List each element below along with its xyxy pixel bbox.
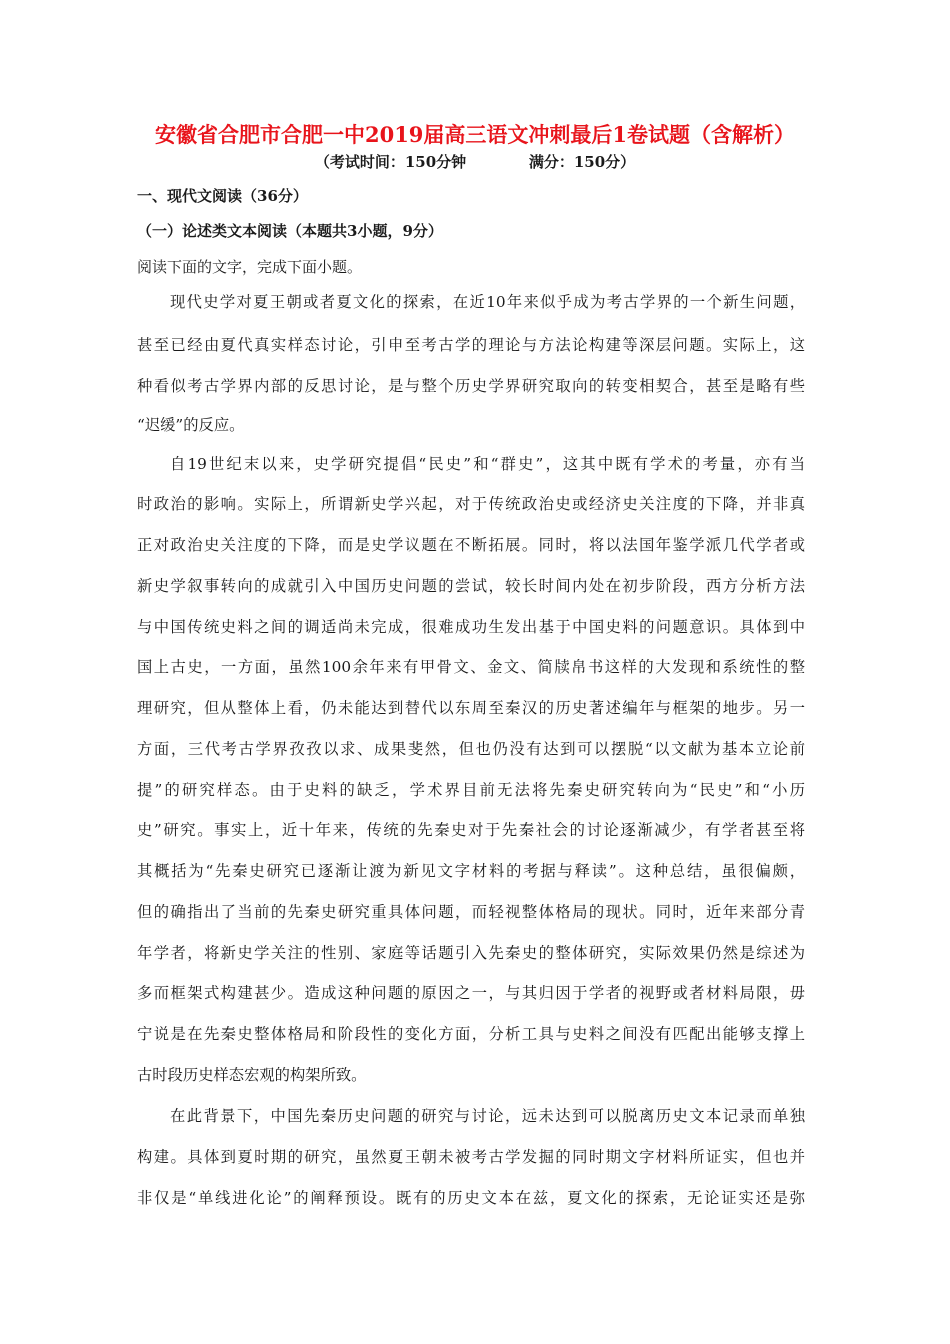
text-line: 古时段历史样态宏观的构架所致。	[137, 1066, 367, 1084]
text-line: 现代史学对夏王朝或者夏文化的探索，在近10年来似乎成为考古学界的一个新生问题，	[170, 293, 805, 311]
text-line: 其概括为“先秦史研究已逐渐让渡为新见文字材料的考据与释读”。这种总结，虽很偏颇，	[137, 862, 805, 880]
text-line: 种看似考古学界内部的反思讨论，是与整个历史学界研究取向的转变相契合，甚至是略有些	[137, 377, 805, 395]
sub-heading: （一）论述类文本阅读（本题共3小题，9分）	[137, 222, 443, 240]
text-line: 方面，三代考古学界孜孜以求、成果斐然，但也仍没有达到可以摆脱“以文献为基本立论前	[137, 740, 805, 758]
text-line: 宁说是在先秦史整体格局和阶段性的变化方面，分析工具与史料之间没有匹配出能够支撑上	[137, 1025, 805, 1043]
text-line: 自19世纪末以来，史学研究提倡“民史”和“群史”，这其中既有学术的考量，亦有当	[170, 455, 805, 473]
text-line: “迟缓”的反应。	[137, 416, 245, 434]
text-line: 史”研究。事实上，近十年来，传统的先秦史对于先秦社会的讨论逐渐减少，有学者甚至将	[137, 821, 805, 839]
text-line: 提”的研究样态。由于史料的缺乏，学术界目前无法将先秦史研究转向为“民史”和“小历	[137, 781, 805, 799]
document-title: 安徽省合肥市合肥一中2019届高三语文冲刺最后1卷试题（含解析）	[154, 122, 796, 147]
text-line: 与中国传统史料之间的调适尚未完成，很难成功生发出基于中国史料的问题意识。具体到中	[137, 618, 805, 636]
text-line: 时政治的影响。实际上，所谓新史学兴起，对于传统政治史或经济史关注度的下降，并非真	[137, 495, 805, 513]
exam-info: （考试时间：150分钟 满分：150分）	[314, 153, 636, 171]
text-line: 甚至已经由夏代真实样态讨论，引申至考古学的理论与方法论构建等深层问题。实际上，这	[137, 336, 805, 354]
text-line: 理研究，但从整体上看，仍未能达到替代以东周至秦汉的历史著述编年与框架的地步。另一	[137, 699, 805, 717]
text-line: 构建。具体到夏时期的研究，虽然夏王朝未被考古学发掘的同时期文字材料所证实，但也并	[137, 1148, 805, 1166]
reading-instruction: 阅读下面的文字，完成下面小题。	[137, 258, 363, 276]
text-line: 在此背景下，中国先秦历史问题的研究与讨论，远未达到可以脱离历史文本记录而单独	[170, 1107, 805, 1125]
text-line: 但的确指出了当前的先秦史研究重具体问题，而轻视整体格局的现状。同时，近年来部分青	[137, 903, 805, 921]
text-line: 正对政治史关注度的下降，而是史学议题在不断拓展。同时，将以法国年鉴学派几代学者或	[137, 536, 805, 554]
text-line: 非仅是“单线进化论”的阐释预设。既有的历史文本在兹，夏文化的探索，无论证实还是弥	[137, 1189, 805, 1207]
text-line: 国上古史，一方面，虽然100余年来有甲骨文、金文、简牍帛书这样的大发现和系统性的整	[137, 658, 805, 676]
text-line: 年学者，将新史学关注的性别、家庭等话题引入先秦史的整体研究，实际效果仍然是综述为	[137, 944, 805, 962]
section-heading: 一、现代文阅读（36分）	[137, 187, 308, 205]
text-line: 多而框架式构建甚少。造成这种问题的原因之一，与其归因于学者的视野或者材料局限，毋	[137, 984, 805, 1002]
text-line: 新史学叙事转向的成就引入中国历史问题的尝试，较长时间内处在初步阶段，西方分析方法	[137, 577, 805, 595]
